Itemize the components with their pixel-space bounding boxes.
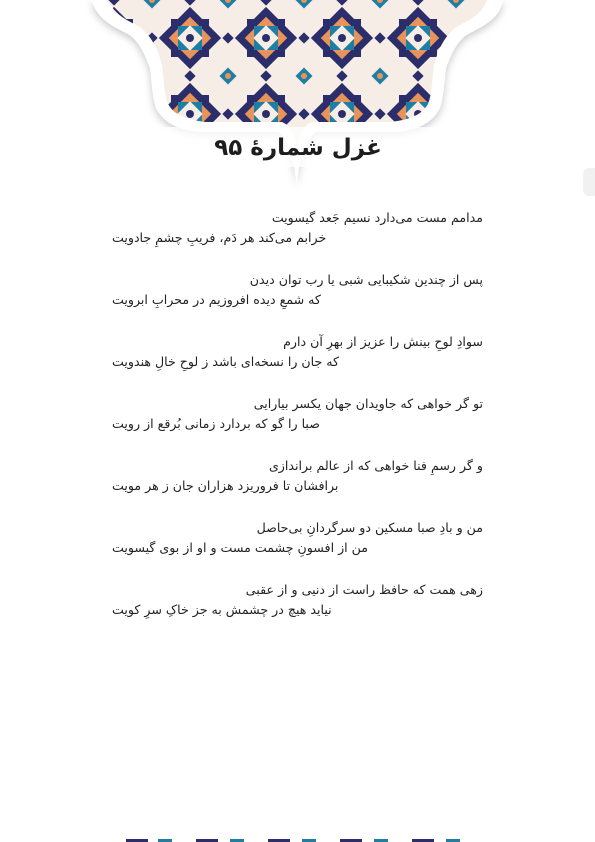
hemistich-first: زهی همت که حافظ راست از دنیی و از عقبی	[245, 582, 483, 597]
couplet	[112, 206, 483, 268]
bottom-ornament-strip	[96, 836, 500, 842]
couplet	[112, 516, 483, 578]
hemistich-first: تو گر خواهی که جاویدان جهان یکسر بیارایی	[253, 396, 483, 411]
couplet	[112, 330, 483, 392]
hemistich-first: و گر رسمِ فنا خواهی که از عالم براندازی	[268, 458, 483, 473]
page-title: غزل شمارهٔ ۹۵	[214, 135, 382, 161]
couplet	[112, 454, 483, 516]
hemistich-first: من و بادِ صبا مسکین دو سرگردانِ بی‌حاصل	[256, 520, 483, 535]
hemistich-second: من از افسونِ چشمت مست و او از بوی گیسویت	[112, 540, 368, 555]
hemistich-first: مدامم مست می‌دارد نسیم جَعد گیسویت	[271, 210, 483, 225]
poem	[112, 206, 483, 640]
edge-tab	[583, 168, 595, 196]
hemistich-second: خرابم می‌کند هر دَم، فریبِ چشمِ جادویت	[112, 230, 327, 245]
couplet	[112, 392, 483, 454]
hemistich-second: صبا را گو که بردارد زمانی بُرقع از رویت	[112, 416, 320, 431]
hemistich-second: نیاید هیچ در چشمش به جز خاکِ سرِ کویت	[112, 602, 332, 617]
hemistich-second: که جان را نسخه‌ای باشد ز لوحِ خالِ هندویت	[112, 354, 340, 369]
hemistich-first: سوادِ لوحِ بینش را عزیز از بهرِ آن دارم	[283, 334, 483, 349]
ornament-arch	[0, 0, 595, 200]
hemistich-first: پس از چندین شکیبایی شبی یا رب توان دیدن	[249, 272, 483, 287]
hemistich-second: که شمعِ دیده افروزیم در محرابِ ابرویت	[112, 292, 321, 307]
couplet	[112, 578, 483, 640]
hemistich-second: برافشان تا فروریزد هزاران جان ز هر مویت	[112, 478, 339, 493]
couplet	[112, 268, 483, 330]
